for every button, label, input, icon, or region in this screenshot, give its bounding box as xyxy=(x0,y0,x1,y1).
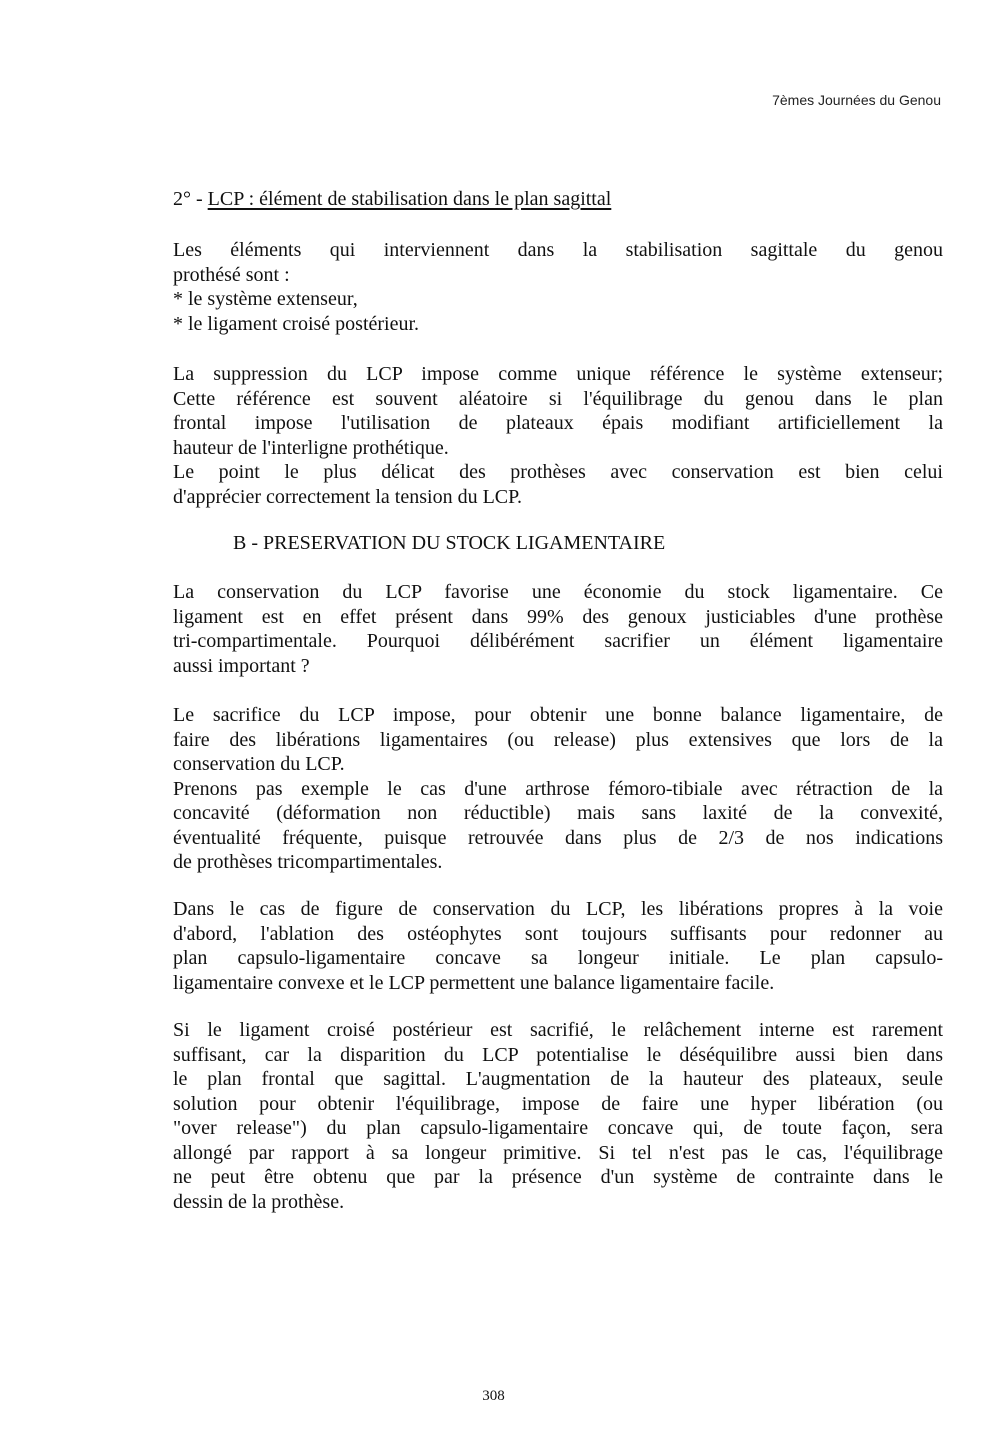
text-line: La conservation du LCP favorise une économie du stock ligamentaire. Ce xyxy=(173,581,943,603)
paragraph-3 xyxy=(173,580,943,678)
text-line: Si le ligament croisé postérieur est sacrifié, le relâchement interne est rarement xyxy=(173,1019,943,1041)
text-line: Le point le plus délicat des prothèses avec conservation est bien celui xyxy=(173,461,943,483)
text-line: conservation du LCP. xyxy=(173,753,345,775)
paragraph-5 xyxy=(173,897,943,995)
text-line: suffisant, car la disparition du LCP potentialise le déséquilibre aussi bien dans xyxy=(173,1043,943,1066)
text-line: ligamentaire convexe et le LCP permettent une balance ligamentaire facile. xyxy=(173,971,775,994)
paragraph-1 xyxy=(173,238,943,336)
paragraph-6 xyxy=(173,1018,943,1214)
text-line: Le sacrifice du LCP impose, pour obtenir une bonne balance ligamentaire, de xyxy=(173,704,943,726)
text-line: Cette référence est souvent aléatoire si l'équilibrage du genou dans le plan xyxy=(173,387,943,410)
text-line: Dans le cas de figure de conservation du LCP, les libérations propres à la voie xyxy=(173,898,943,920)
text-line: ne peut être obtenu que par la présence d'un système de contrainte dans le xyxy=(173,1166,943,1188)
text-line: Prenons pas exemple le cas d'une arthrose fémoro-tibiale avec rétraction de la xyxy=(173,777,943,800)
text-line: Les éléments qui interviennent dans la stabilisation sagittale du genou xyxy=(173,239,943,261)
text-line: solution pour obtenir l'équilibrage, impose de faire une hyper libération (ou xyxy=(173,1092,943,1115)
paragraph-4 xyxy=(173,703,943,875)
text-line: d'abord, l'ablation des ostéophytes sont toujours suffisants pour redonner au xyxy=(173,922,943,945)
text-line: "over release") du plan capsulo-ligamentaire concave qui, de toute façon, sera xyxy=(173,1117,943,1139)
text-line: d'apprécier correctement la tension du LCP. xyxy=(173,485,523,508)
text-line: plan capsulo-ligamentaire concave sa longeur initiale. Le plan capsulo- xyxy=(173,947,943,969)
text-line: dessin de la prothèse. xyxy=(173,1190,345,1213)
list-item: * le système extenseur, xyxy=(173,288,358,310)
list-item: * le ligament croisé postérieur. xyxy=(173,312,420,335)
text-line: frontal impose l'utilisation de plateaux épais modifiant artificiellement la xyxy=(173,412,943,434)
text-line: aussi important ? xyxy=(173,654,310,677)
text-line: ligament est en effet présent dans 99% des genoux justiciables d'une prothèse xyxy=(173,605,943,628)
text-line: tri-compartimentale. Pourquoi délibérément sacrifier un élément ligamentaire xyxy=(173,630,943,652)
text-line: hauteur de l'interligne prothétique. xyxy=(173,436,449,459)
section-heading xyxy=(173,188,611,211)
text-line: prothésé sont : xyxy=(173,263,290,286)
page-number: 308 xyxy=(482,1388,505,1404)
text-line: La suppression du LCP impose comme unique référence le système extenseur; xyxy=(173,363,943,385)
subsection-heading: B - PRESERVATION DU STOCK LIGAMENTAIRE xyxy=(233,532,666,554)
section-number: 2° - xyxy=(173,188,208,210)
text-line: de prothèses tricompartimentales. xyxy=(173,851,443,873)
text-line: allongé par rapport à sa longeur primitive. Si tel n'est pas le cas, l'équilibrage xyxy=(173,1141,943,1164)
text-line: éventualité fréquente, puisque retrouvée dans plus de 2/3 de nos indications xyxy=(173,826,943,849)
text-line: concavité (déformation non réductible) mais sans laxité de la convexité, xyxy=(173,802,943,824)
text-line: faire des libérations ligamentaires (ou release) plus extensives que lors de la xyxy=(173,728,943,751)
section-title: LCP : élément de stabilisation dans le plan sagittal xyxy=(207,188,612,210)
running-header: 7èmes Journées du Genou xyxy=(772,92,941,108)
paragraph-2 xyxy=(173,362,943,509)
text-line: le plan frontal que sagittal. L'augmentation de la hauteur des plateaux, seule xyxy=(173,1068,943,1090)
